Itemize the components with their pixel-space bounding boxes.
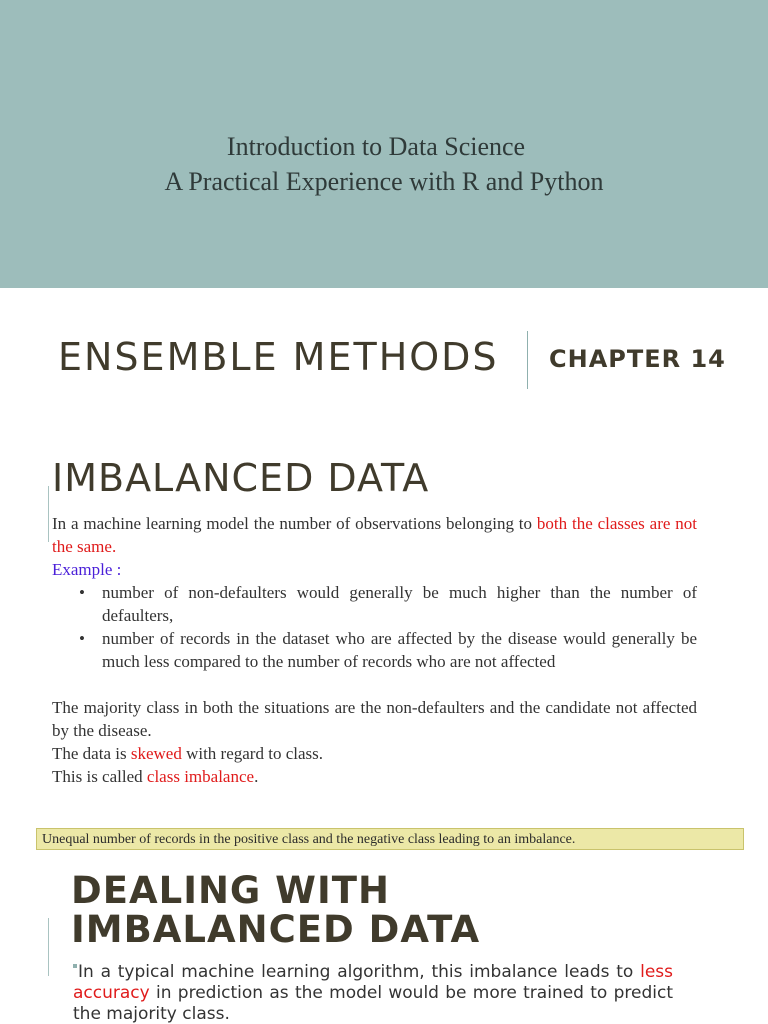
dealing-text: In a typical machine learning algorithm, this imbalance leads to bbox=[78, 962, 641, 982]
title-banner bbox=[0, 0, 768, 288]
square-bullet-icon bbox=[73, 964, 77, 968]
section-heading-imbalanced-data: IMBALANCED DATA bbox=[52, 456, 430, 500]
skewed-suffix: with regard to class. bbox=[181, 744, 323, 763]
accent-bar bbox=[48, 486, 49, 542]
dealing-body bbox=[73, 962, 673, 1024]
intro-paragraph bbox=[52, 512, 697, 558]
imbalanced-body bbox=[52, 512, 697, 788]
dealing-highlight: less accuracy bbox=[73, 962, 673, 1003]
accent-bar bbox=[48, 918, 49, 976]
title-divider bbox=[527, 331, 528, 389]
list-item bbox=[52, 627, 697, 673]
intro-highlight: both the classes are not the same. bbox=[52, 514, 697, 556]
bullet-text: number of records in the dataset who are affected by the disease would generally be much less compared to the number of records who are not affected bbox=[102, 629, 697, 671]
intro-text: In a machine learning model the number of observations belonging to bbox=[52, 514, 537, 533]
class-imbalance-line bbox=[52, 765, 697, 788]
example-label: Example : bbox=[52, 560, 122, 579]
dealing-heading-line2: IMBALANCED DATA bbox=[71, 908, 481, 951]
majority-class-paragraph: The majority class in both the situations are the non-defaulters and the candidate not affected by the disease. bbox=[52, 698, 697, 740]
paragraph-spacer bbox=[52, 673, 697, 696]
example-list bbox=[52, 581, 697, 673]
chapter-title: ENSEMBLE METHODS bbox=[58, 335, 499, 379]
skewed-line bbox=[52, 742, 697, 765]
called-suffix: . bbox=[254, 767, 259, 786]
bullet-icon: • bbox=[79, 583, 85, 602]
bullet-icon: • bbox=[79, 629, 85, 648]
bullet-text: number of non-defaulters would generally be much higher than the number of defaulters, bbox=[102, 583, 697, 625]
called-prefix: This is called bbox=[52, 767, 147, 786]
section-heading-dealing bbox=[71, 871, 480, 949]
list-item bbox=[52, 581, 697, 627]
class-imbalance-highlight: class imbalance bbox=[146, 767, 255, 786]
dealing-heading-line1: DEALING WITH bbox=[71, 869, 390, 912]
book-subtitle: A Practical Experience with R and Python bbox=[164, 167, 604, 196]
book-title: Introduction to Data Science bbox=[226, 132, 526, 161]
skewed-highlight: skewed bbox=[130, 744, 182, 763]
skewed-prefix: The data is bbox=[52, 744, 131, 763]
definition-callout: Unequal number of records in the positive class and the negative class leading to an imbalance. bbox=[36, 828, 744, 850]
chapter-number: CHAPTER 14 bbox=[549, 345, 726, 373]
dealing-suffix: in prediction as the model would be more trained to predict the majority class. bbox=[73, 983, 673, 1024]
